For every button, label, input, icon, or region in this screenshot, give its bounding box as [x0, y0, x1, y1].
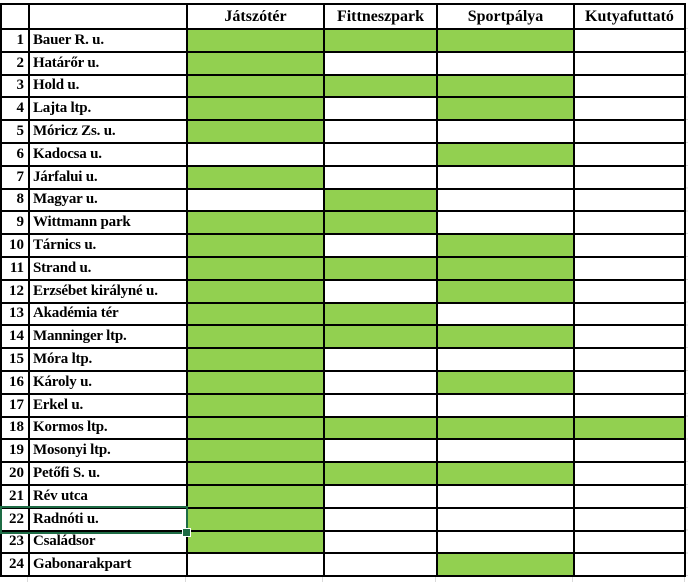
facility-cell-kutyafuttato[interactable]: [575, 167, 686, 190]
facility-cell-sportpalya[interactable]: [438, 372, 575, 395]
facility-cell-kutyafuttato[interactable]: [575, 372, 686, 395]
facility-cell-sportpalya[interactable]: [438, 554, 575, 577]
facility-cell-sportpalya[interactable]: [438, 304, 575, 327]
row-number-cell[interactable]: 2: [2, 53, 30, 76]
facility-cell-sportpalya[interactable]: [438, 167, 575, 190]
facility-cell-kutyafuttato[interactable]: [575, 121, 686, 144]
facility-cell-kutyafuttato[interactable]: [575, 235, 686, 258]
facility-cell-jatszoter[interactable]: [188, 167, 325, 190]
row-number-cell[interactable]: 9: [2, 212, 30, 235]
row-number-cell[interactable]: 1: [2, 30, 30, 53]
facility-cell-sportpalya[interactable]: [438, 509, 575, 532]
facility-cell-sportpalya[interactable]: [438, 418, 575, 441]
row-number-cell[interactable]: 10: [2, 235, 30, 258]
facility-cell-jatszoter[interactable]: [188, 532, 325, 555]
facility-cell-sportpalya[interactable]: [438, 30, 575, 53]
row-number-cell[interactable]: 18: [2, 418, 30, 441]
facility-cell-sportpalya[interactable]: [438, 212, 575, 235]
facility-cell-jatszoter[interactable]: [188, 372, 325, 395]
facility-cell-kutyafuttato[interactable]: [575, 53, 686, 76]
facility-cell-sportpalya[interactable]: [438, 144, 575, 167]
street-name-cell[interactable]: Radnóti u.: [30, 509, 188, 532]
facility-cell-fittneszpark[interactable]: [325, 486, 438, 509]
facility-cell-sportpalya[interactable]: [438, 395, 575, 418]
street-name-cell[interactable]: Rév utca: [30, 486, 188, 509]
street-name-cell[interactable]: Tárnics u.: [30, 235, 188, 258]
row-number-cell[interactable]: 16: [2, 372, 30, 395]
street-name-cell[interactable]: Kormos ltp.: [30, 418, 188, 441]
row-number-cell[interactable]: 15: [2, 349, 30, 372]
facility-cell-sportpalya[interactable]: [438, 76, 575, 99]
facility-cell-fittneszpark[interactable]: [325, 212, 438, 235]
facility-cell-fittneszpark[interactable]: [325, 235, 438, 258]
facility-cell-kutyafuttato[interactable]: [575, 258, 686, 281]
facility-cell-jatszoter[interactable]: [188, 418, 325, 441]
facility-cell-jatszoter[interactable]: [188, 554, 325, 577]
facility-cell-kutyafuttato[interactable]: [575, 554, 686, 577]
row-number-cell[interactable]: 7: [2, 167, 30, 190]
facility-cell-sportpalya[interactable]: [438, 235, 575, 258]
row-number-cell[interactable]: 17: [2, 395, 30, 418]
facility-cell-kutyafuttato[interactable]: [575, 440, 686, 463]
facility-cell-kutyafuttato[interactable]: [575, 144, 686, 167]
row-number-cell[interactable]: 21: [2, 486, 30, 509]
street-name-cell[interactable]: Petőfi S. u.: [30, 463, 188, 486]
facility-cell-kutyafuttato[interactable]: [575, 98, 686, 121]
facility-cell-kutyafuttato[interactable]: [575, 418, 686, 441]
facility-cell-fittneszpark[interactable]: [325, 304, 438, 327]
row-number-cell[interactable]: 23: [2, 532, 30, 555]
facility-cell-jatszoter[interactable]: [188, 304, 325, 327]
facility-cell-jatszoter[interactable]: [188, 258, 325, 281]
street-name-cell[interactable]: Strand u.: [30, 258, 188, 281]
street-name-cell[interactable]: Móricz Zs. u.: [30, 121, 188, 144]
street-name-cell[interactable]: Gabonarakpart: [30, 554, 188, 577]
street-name-cell[interactable]: Móra ltp.: [30, 349, 188, 372]
facility-cell-fittneszpark[interactable]: [325, 144, 438, 167]
street-name-cell[interactable]: Családsor: [30, 532, 188, 555]
facilities-table: [0, 3, 686, 577]
facility-cell-sportpalya[interactable]: [438, 53, 575, 76]
facility-cell-fittneszpark[interactable]: [325, 395, 438, 418]
row-number-cell[interactable]: 8: [2, 190, 30, 213]
row-number-cell[interactable]: 22: [2, 509, 30, 532]
facility-cell-sportpalya[interactable]: [438, 349, 575, 372]
facility-cell-fittneszpark[interactable]: [325, 372, 438, 395]
street-name-cell[interactable]: Károly u.: [30, 372, 188, 395]
facility-cell-fittneszpark[interactable]: [325, 326, 438, 349]
row-number-cell[interactable]: 4: [2, 98, 30, 121]
street-name-cell[interactable]: Kadocsa u.: [30, 144, 188, 167]
facility-cell-kutyafuttato[interactable]: [575, 395, 686, 418]
facility-cell-fittneszpark[interactable]: [325, 167, 438, 190]
facility-cell-fittneszpark[interactable]: [325, 121, 438, 144]
column-header-fittneszpark[interactable]: Fittneszpark: [325, 5, 438, 30]
facility-cell-jatszoter[interactable]: [188, 121, 325, 144]
row-number-cell[interactable]: 13: [2, 304, 30, 327]
facility-cell-jatszoter[interactable]: [188, 440, 325, 463]
street-name-cell[interactable]: Mosonyi ltp.: [30, 440, 188, 463]
facility-cell-jatszoter[interactable]: [188, 190, 325, 213]
facility-cell-fittneszpark[interactable]: [325, 190, 438, 213]
street-name-cell[interactable]: Lajta ltp.: [30, 98, 188, 121]
facility-cell-sportpalya[interactable]: [438, 532, 575, 555]
facility-cell-jatszoter[interactable]: [188, 212, 325, 235]
corner-cell-row-numbers[interactable]: [2, 5, 30, 30]
facility-cell-fittneszpark[interactable]: [325, 509, 438, 532]
facility-cell-jatszoter[interactable]: [188, 281, 325, 304]
facility-cell-sportpalya[interactable]: [438, 121, 575, 144]
facility-cell-jatszoter[interactable]: [188, 144, 325, 167]
street-name-cell[interactable]: Határőr u.: [30, 53, 188, 76]
column-header-jatszoter[interactable]: Játszótér: [188, 5, 325, 30]
facility-cell-kutyafuttato[interactable]: [575, 349, 686, 372]
facility-cell-fittneszpark[interactable]: [325, 349, 438, 372]
facility-cell-fittneszpark[interactable]: [325, 440, 438, 463]
row-number-cell[interactable]: 20: [2, 463, 30, 486]
street-name-cell[interactable]: Wittmann park: [30, 212, 188, 235]
facility-cell-fittneszpark[interactable]: [325, 53, 438, 76]
street-name-cell[interactable]: Járfalui u.: [30, 167, 188, 190]
facility-cell-sportpalya[interactable]: [438, 486, 575, 509]
facility-cell-jatszoter[interactable]: [188, 509, 325, 532]
facility-cell-kutyafuttato[interactable]: [575, 190, 686, 213]
row-number-cell[interactable]: 24: [2, 554, 30, 577]
facility-cell-sportpalya[interactable]: [438, 190, 575, 213]
facility-cell-jatszoter[interactable]: [188, 463, 325, 486]
facility-cell-jatszoter[interactable]: [188, 395, 325, 418]
corner-cell-street-names[interactable]: [30, 5, 188, 30]
facility-cell-sportpalya[interactable]: [438, 463, 575, 486]
facility-cell-fittneszpark[interactable]: [325, 418, 438, 441]
facility-cell-jatszoter[interactable]: [188, 30, 325, 53]
facility-cell-kutyafuttato[interactable]: [575, 281, 686, 304]
row-number-cell[interactable]: 11: [2, 258, 30, 281]
facility-cell-kutyafuttato[interactable]: [575, 486, 686, 509]
street-name-cell[interactable]: Bauer R. u.: [30, 30, 188, 53]
facility-cell-fittneszpark[interactable]: [325, 554, 438, 577]
facility-cell-sportpalya[interactable]: [438, 98, 575, 121]
facility-cell-fittneszpark[interactable]: [325, 281, 438, 304]
row-number-cell[interactable]: 14: [2, 326, 30, 349]
street-name-cell[interactable]: Hold u.: [30, 76, 188, 99]
facility-cell-kutyafuttato[interactable]: [575, 76, 686, 99]
street-name-cell[interactable]: Erzsébet királyné u.: [30, 281, 188, 304]
facility-cell-jatszoter[interactable]: [188, 235, 325, 258]
bottom-edge-faint-gridlines: [0, 577, 688, 582]
facility-cell-fittneszpark[interactable]: [325, 76, 438, 99]
facility-cell-jatszoter[interactable]: [188, 76, 325, 99]
facility-cell-kutyafuttato[interactable]: [575, 326, 686, 349]
row-number-cell[interactable]: 12: [2, 281, 30, 304]
facility-cell-jatszoter[interactable]: [188, 486, 325, 509]
street-name-cell[interactable]: Erkel u.: [30, 395, 188, 418]
facility-cell-jatszoter[interactable]: [188, 98, 325, 121]
row-number-cell[interactable]: 3: [2, 76, 30, 99]
row-number-cell[interactable]: 5: [2, 121, 30, 144]
facility-cell-fittneszpark[interactable]: [325, 463, 438, 486]
facility-cell-sportpalya[interactable]: [438, 258, 575, 281]
facility-cell-fittneszpark[interactable]: [325, 532, 438, 555]
facility-cell-jatszoter[interactable]: [188, 349, 325, 372]
facility-cell-fittneszpark[interactable]: [325, 30, 438, 53]
street-name-cell[interactable]: Manninger ltp.: [30, 326, 188, 349]
facility-cell-kutyafuttato[interactable]: [575, 30, 686, 53]
facility-cell-sportpalya[interactable]: [438, 326, 575, 349]
facility-cell-kutyafuttato[interactable]: [575, 532, 686, 555]
street-name-cell[interactable]: Magyar u.: [30, 190, 188, 213]
facility-cell-kutyafuttato[interactable]: [575, 509, 686, 532]
facility-cell-fittneszpark[interactable]: [325, 258, 438, 281]
column-header-kutyafuttato[interactable]: Kutyafuttató: [575, 5, 686, 30]
facility-cell-kutyafuttato[interactable]: [575, 212, 686, 235]
facility-cell-jatszoter[interactable]: [188, 326, 325, 349]
facility-cell-sportpalya[interactable]: [438, 440, 575, 463]
column-header-sportpalya[interactable]: Sportpálya: [438, 5, 575, 30]
row-number-cell[interactable]: 6: [2, 144, 30, 167]
street-name-cell[interactable]: Akadémia tér: [30, 304, 188, 327]
facility-cell-kutyafuttato[interactable]: [575, 304, 686, 327]
facility-cell-kutyafuttato[interactable]: [575, 463, 686, 486]
row-number-cell[interactable]: 19: [2, 440, 30, 463]
facility-cell-sportpalya[interactable]: [438, 281, 575, 304]
facility-cell-fittneszpark[interactable]: [325, 98, 438, 121]
facility-cell-jatszoter[interactable]: [188, 53, 325, 76]
